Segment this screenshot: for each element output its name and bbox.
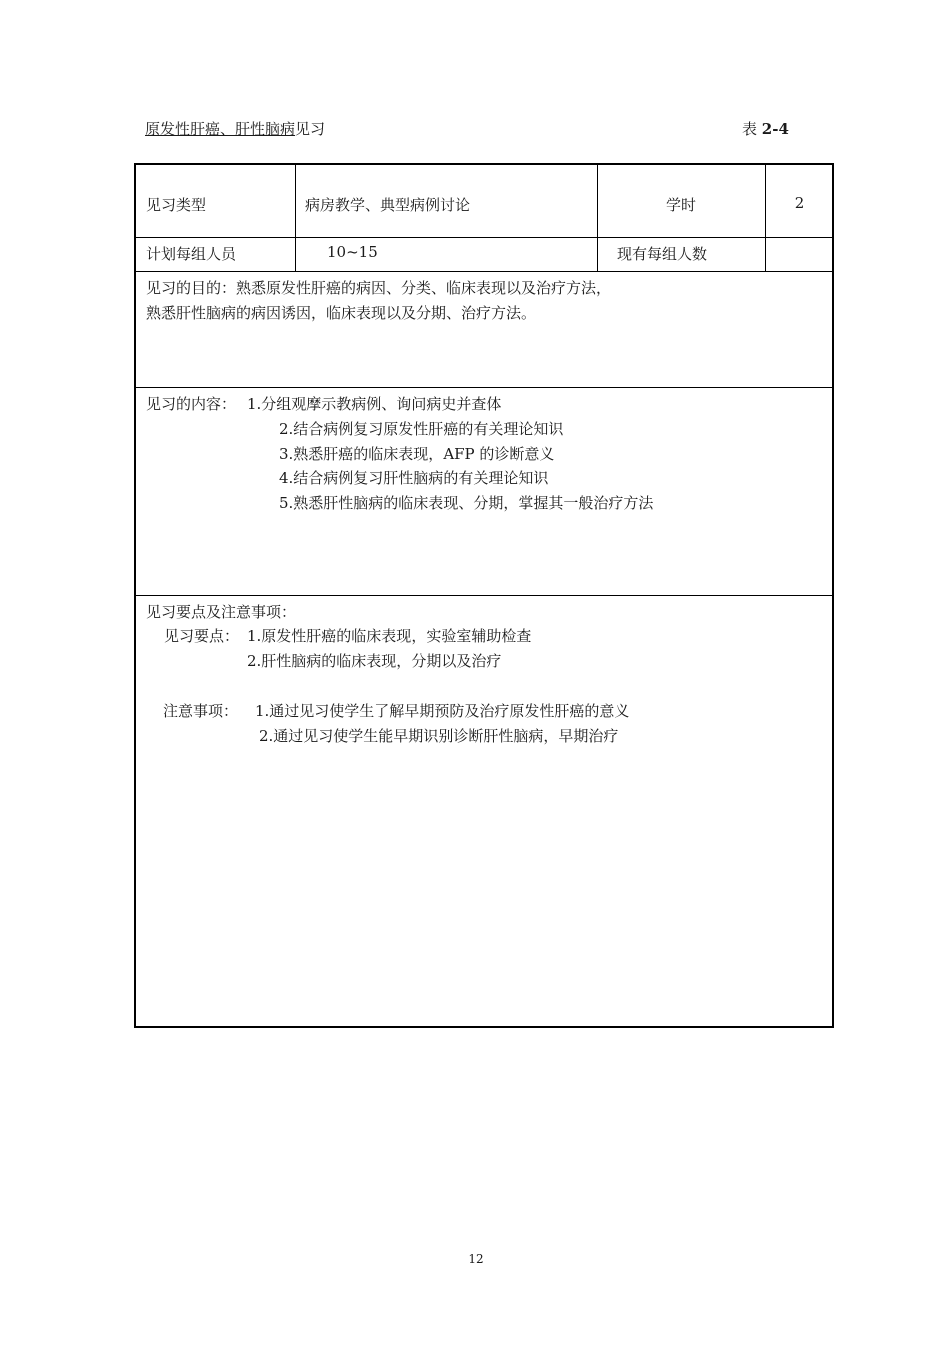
caution-item: 1.通过见习使学生了解早期预防及治疗原发性肝癌的意义: [255, 702, 630, 720]
hours-value: 2: [794, 194, 805, 212]
type-value: 病房教学、典型病例讨论: [305, 196, 471, 214]
document-title: [145, 118, 325, 139]
plan-value: 10~15: [327, 243, 378, 261]
plan-label: 计划每组人员: [146, 245, 237, 263]
row-divider: [136, 387, 832, 388]
page-number: 12: [468, 1252, 484, 1266]
content-item: 1.分组观摩示教病例、询问病史并查体: [247, 395, 502, 413]
col-divider: [765, 165, 766, 271]
current-label: 现有每组人数: [617, 245, 708, 263]
practice-table: [134, 163, 834, 1028]
title-rest: 见习: [295, 120, 326, 138]
caution-item: 2.通过见习使学生能早期识别诊断肝性脑病，早期治疗: [259, 727, 619, 745]
table-label: 表 2-4: [742, 120, 789, 138]
hours-label: 学时: [665, 196, 696, 214]
table-number: 2-4: [761, 120, 789, 138]
key-point-item: 2.肝性脑病的临床表现，分期以及治疗: [247, 652, 502, 670]
content-item: 5.熟悉肝性脑病的临床表现、分期，掌握其一般治疗方法: [279, 494, 654, 512]
content-heading: 见习的内容：: [146, 395, 237, 413]
key-points-label: 见习要点：: [164, 627, 240, 645]
type-label: 见习类型: [146, 196, 207, 214]
purpose-line-1: 见习的目的：熟悉原发性肝癌的病因、分类、临床表现以及治疗方法，: [146, 279, 612, 297]
content-item: 2.结合病例复习原发性肝癌的有关理论知识: [279, 420, 564, 438]
content-item: 3.熟悉肝癌的临床表现，AFP 的诊断意义: [279, 445, 555, 463]
key-point-item: 1.原发性肝癌的临床表现，实验室辅助检查: [247, 627, 532, 645]
col-divider: [597, 165, 598, 271]
col-divider: [295, 165, 296, 271]
row-divider: [136, 595, 832, 596]
title-underlined: 原发性肝癌、肝性脑病: [145, 120, 296, 138]
content-item: 4.结合病例复习肝性脑病的有关理论知识: [279, 469, 549, 487]
notes-heading: 见习要点及注意事项：: [146, 603, 297, 621]
row-divider: [136, 237, 832, 238]
purpose-line-2: 熟悉肝性脑病的病因诱因，临床表现以及分期、治疗方法。: [146, 304, 537, 322]
row-divider: [136, 271, 832, 272]
cautions-label: 注意事项：: [163, 702, 239, 720]
